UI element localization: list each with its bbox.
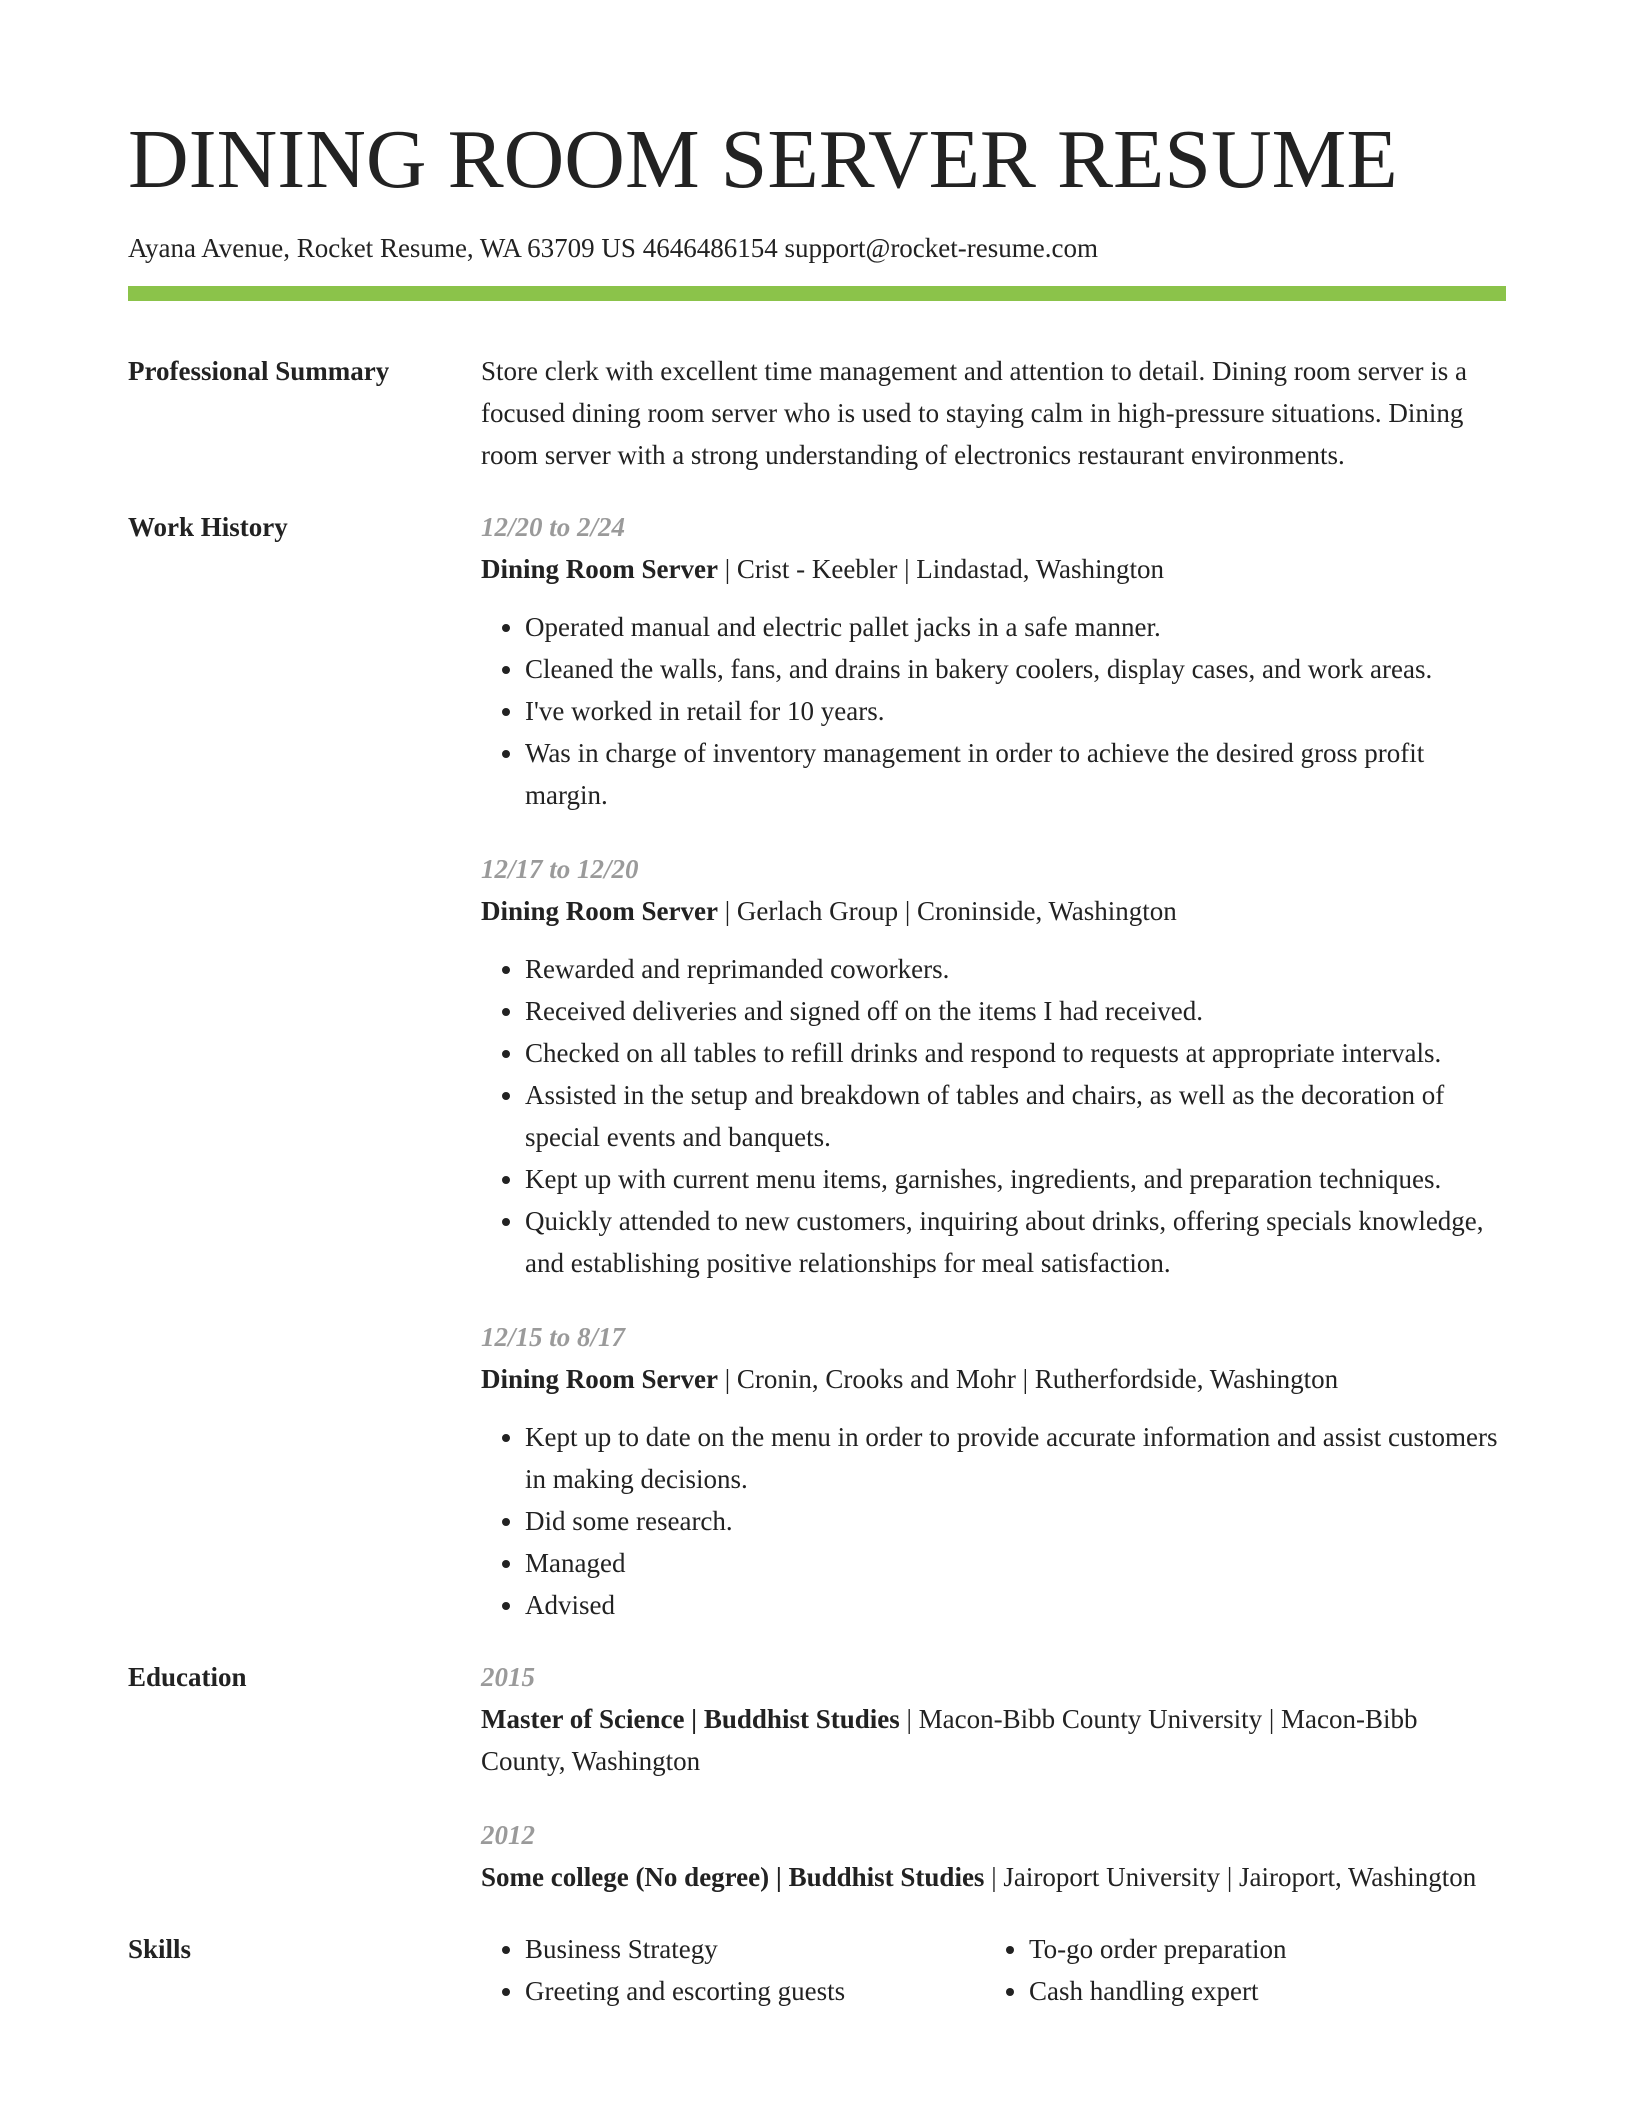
job-employer: | Crist - Keebler | Lindastad, Washington (717, 554, 1165, 584)
list-item: • Assisted in the setup and breakdown of tables and chairs, as well as the decoration of special events and banquets. (525, 1074, 1506, 1158)
education-degree: Master of Science | Buddhist Studies (481, 1704, 900, 1734)
accent-divider (128, 286, 1506, 301)
job-title-line (481, 1358, 1506, 1400)
job-duties (481, 1416, 1506, 1626)
job-employer: | Cronin, Crooks and Mohr | Rutherfordside, Washington (717, 1364, 1339, 1394)
list-item: • Received deliveries and signed off on the items I had received. (525, 990, 1506, 1032)
job-dates: 12/15 to 8/17 (481, 1322, 626, 1352)
skills-heading: Skills (128, 1934, 192, 1964)
job-dates: 12/17 to 12/20 (481, 854, 639, 884)
contact-line (128, 232, 1098, 264)
list-item: • Did some research. (525, 1500, 1506, 1542)
work-history-heading: Work History (128, 512, 288, 542)
job-role: Dining Room Server (481, 896, 718, 926)
job-entry (481, 1316, 1506, 1626)
summary-heading: Professional Summary (128, 356, 390, 386)
list-item: • Managed (525, 1542, 1506, 1584)
list-item: • Kept up with current menu items, garnishes, ingredients, and preparation techniques. (525, 1158, 1506, 1200)
education-school: | Macon-Bibb County University | Macon-Bibb County, Washington (481, 1704, 1418, 1776)
work-history-section (128, 506, 1506, 1626)
job-role: Dining Room Server (481, 1364, 718, 1394)
list-item: • Greeting and escorting guests (525, 1970, 985, 2012)
summary-text: Store clerk with excellent time management and attention to detail. Dining room server is a focused dining room server who is used to staying calm in high-pressure situations. Dining room server with a strong understanding of electronics restaurant environments. (481, 356, 1467, 470)
education-degree: Some college (No degree) | Buddhist Studies (481, 1862, 985, 1892)
education-line (481, 1856, 1506, 1898)
education-entry (481, 1814, 1506, 1898)
skills-list-right (985, 1928, 1489, 2012)
education-year: 2015 (481, 1662, 535, 1692)
resume-title: DINING ROOM SERVER RESUME (128, 113, 1398, 206)
list-item: • Was in charge of inventory management in order to achieve the desired gross profit margin. (525, 732, 1506, 816)
job-role: Dining Room Server (481, 554, 718, 584)
job-employer: | Gerlach Group | Croninside, Washington (717, 896, 1177, 926)
list-item: • Kept up to date on the menu in order to provide accurate information and assist customers in making decisions. (525, 1416, 1506, 1500)
list-item: • Cleaned the walls, fans, and drains in bakery coolers, display cases, and work areas. (525, 648, 1506, 690)
job-entry (481, 506, 1506, 816)
list-item: • Checked on all tables to refill drinks and respond to requests at appropriate intervals. (525, 1032, 1506, 1074)
summary-section (128, 350, 1506, 476)
job-dates: 12/20 to 2/24 (481, 512, 626, 542)
education-school: | Jairoport University | Jairoport, Washington (984, 1862, 1477, 1892)
list-item: • To-go order preparation (1029, 1928, 1489, 1970)
education-line (481, 1698, 1506, 1782)
resume-content (128, 350, 1506, 2012)
skills-section (128, 1928, 1506, 2012)
list-item: • Operated manual and electric pallet jacks in a safe manner. (525, 606, 1506, 648)
list-item: • Cash handling expert (1029, 1970, 1489, 2012)
contact-address: Ayana Avenue, Rocket Resume, WA 63709 US (128, 233, 636, 263)
list-item: • I've worked in retail for 10 years. (525, 690, 1506, 732)
education-year: 2012 (481, 1820, 535, 1850)
list-item: • Advised (525, 1584, 1506, 1626)
job-duties (481, 948, 1506, 1284)
contact-phone: 4646486154 (642, 233, 778, 263)
contact-email: support@rocket-resume.com (784, 233, 1098, 263)
education-entry (481, 1656, 1506, 1782)
skills-columns (481, 1928, 1506, 2012)
job-title-line (481, 548, 1506, 590)
education-section (128, 1656, 1506, 1898)
education-heading: Education (128, 1662, 247, 1692)
job-entry (481, 848, 1506, 1284)
list-item: • Rewarded and reprimanded coworkers. (525, 948, 1506, 990)
skills-list-left (481, 1928, 985, 2012)
job-duties (481, 606, 1506, 816)
job-title-line (481, 890, 1506, 932)
list-item: • Business Strategy (525, 1928, 985, 1970)
list-item: • Quickly attended to new customers, inquiring about drinks, offering specials knowledge, and establishing positive relationships for meal satisfaction. (525, 1200, 1506, 1284)
